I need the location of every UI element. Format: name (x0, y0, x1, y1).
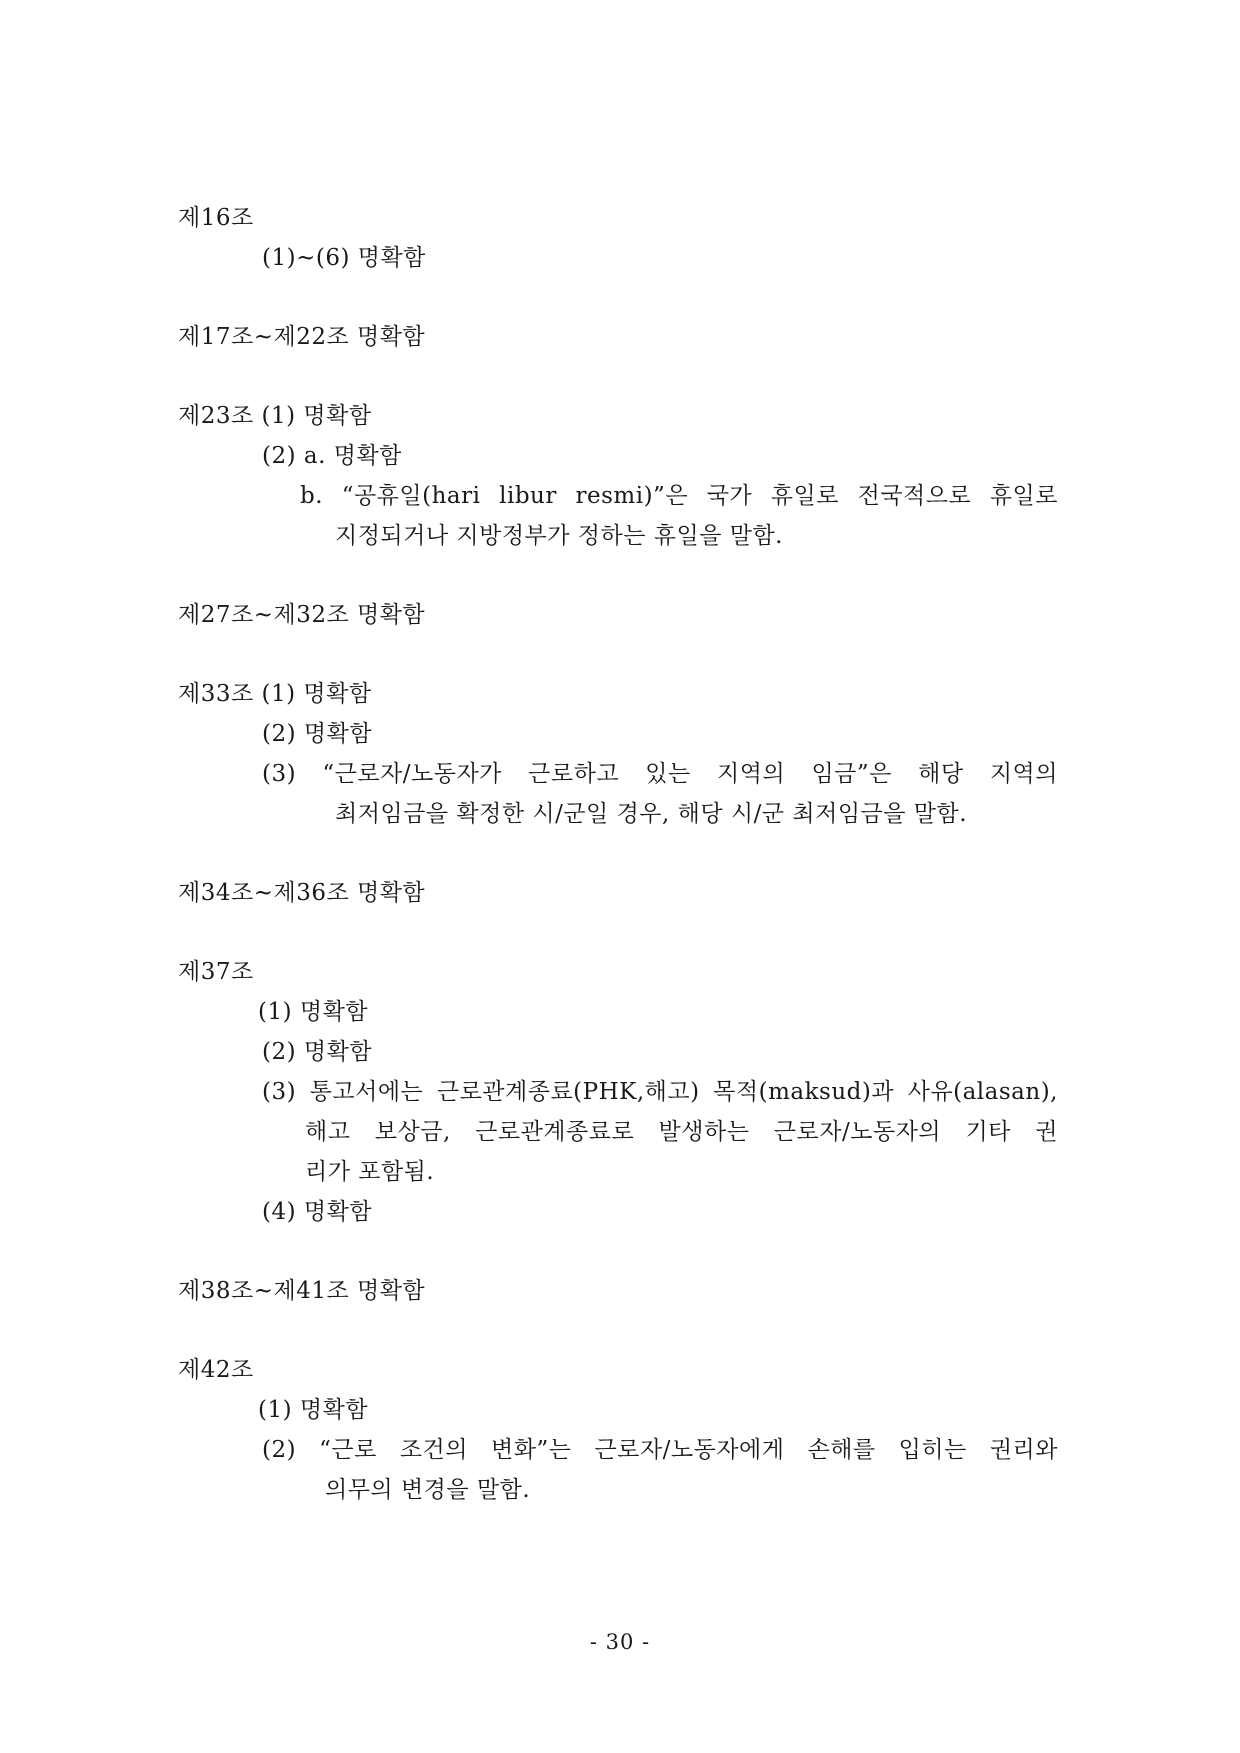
article-37-item-3-line2: 해고 보상금, 근로관계종료로 발생하는 근로자/노동자의 기타 권 (305, 1119, 1058, 1145)
article-23-item-2b-line2: 지정되거나 지방정부가 정하는 휴일을 말함. (335, 523, 783, 549)
article-33-item-3-line2: 최저임금을 확정한 시/군일 경우, 해당 시/군 최저임금을 말함. (335, 801, 968, 827)
page-number: - 30 - (589, 1630, 651, 1654)
article-42-item-1: (1) 명확함 (258, 1397, 369, 1423)
article-42-item-2-line2: 의무의 변경을 말함. (325, 1477, 531, 1503)
article-33-heading: 제33조 (1) 명확함 (178, 681, 372, 707)
article-37-item-3-line3: 리가 포함됨. (305, 1159, 435, 1185)
article-38-41: 제38조~제41조 명확함 (178, 1278, 426, 1304)
article-27-32: 제27조~제32조 명확함 (178, 602, 426, 628)
article-37-item-4: (4) 명확함 (262, 1199, 373, 1225)
article-37-item-2: (2) 명확함 (262, 1039, 373, 1065)
article-23-item-2b-line1: b. “공휴일(hari libur resmi)”은 국가 휴일로 전국적으로 휴일로 (300, 483, 1058, 509)
article-37-item-3-line1: (3) 통고서에는 근로관계종료(PHK,해고) 목적(maksud)과 사유(alasan), (262, 1079, 1058, 1105)
article-33-item-3-line1: (3) “근로자/노동자가 근로하고 있는 지역의 임금”은 해당 지역의 (262, 761, 1058, 787)
article-33-item-2: (2) 명확함 (262, 721, 373, 747)
article-16-heading: 제16조 (178, 205, 254, 231)
article-23-heading: 제23조 (1) 명확함 (178, 403, 372, 429)
article-34-36: 제34조~제36조 명확함 (178, 880, 426, 906)
article-17-22: 제17조~제22조 명확함 (178, 324, 426, 350)
article-37-item-1: (1) 명확함 (258, 999, 369, 1025)
article-16-item: (1)~(6) 명확함 (262, 245, 426, 271)
article-42-heading: 제42조 (178, 1357, 254, 1383)
article-42-item-2-line1: (2) “근로 조건의 변화”는 근로자/노동자에게 손해를 입히는 권리와 (262, 1437, 1058, 1463)
article-37-heading: 제37조 (178, 959, 254, 985)
article-23-item-2a: (2) a. 명확함 (262, 443, 402, 469)
